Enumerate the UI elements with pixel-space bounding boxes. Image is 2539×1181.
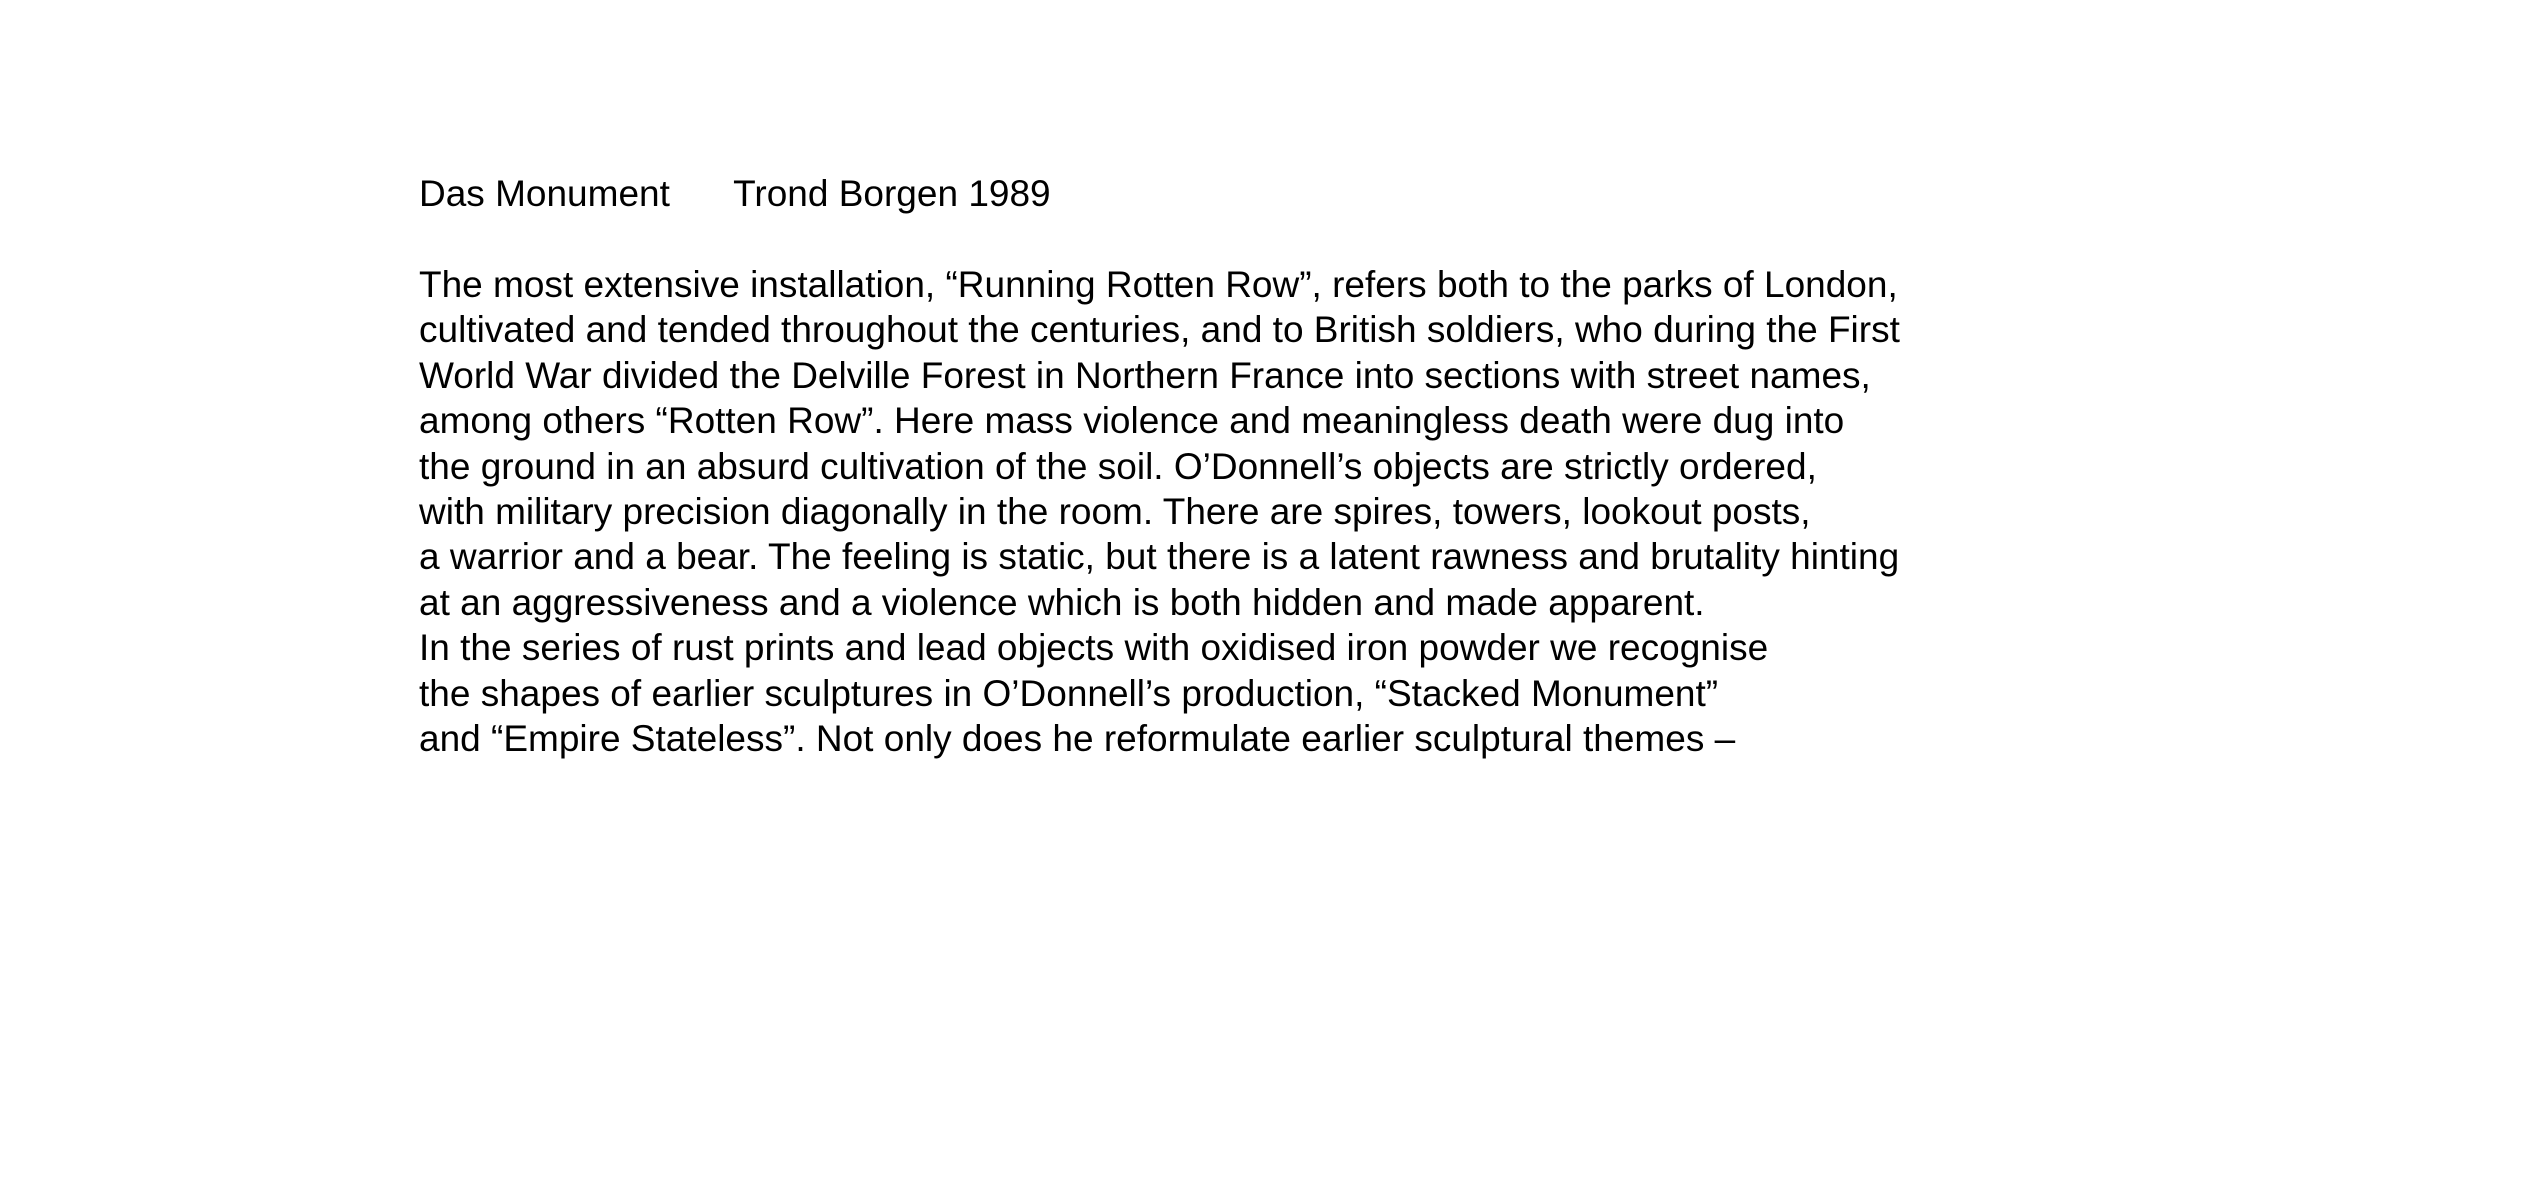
text-line: at an aggressiveness and a violence which is both hidden and made apparent. xyxy=(419,581,1705,623)
document-title: Das Monument xyxy=(419,173,670,214)
body-text xyxy=(419,262,2019,761)
document-header xyxy=(419,169,1051,219)
text-line: with military precision diagonally in the room. There are spires, towers, lookout posts, xyxy=(419,490,1811,532)
text-line: In the series of rust prints and lead objects with oxidised iron powder we recognise xyxy=(419,627,1769,669)
text-line: the shapes of earlier sculptures in O’Donnell’s production, “Stacked Monument” xyxy=(419,672,1719,714)
text-line: The most extensive installation, “Running Rotten Row”, refers both to the parks of London, xyxy=(419,264,1898,305)
text-line: cultivated and tended throughout the centuries, and to British soldiers, who during the First xyxy=(419,309,1900,351)
author-and-year: Trond Borgen 1989 xyxy=(733,173,1051,214)
text-line: a warrior and a bear. The feeling is static, but there is a latent rawness and brutality hinting xyxy=(419,536,1900,578)
text-line: and “Empire Stateless”. Not only does he reformulate earlier sculptural themes – xyxy=(419,717,1736,759)
text-line: World War divided the Delville Forest in Northern France into sections with street names, xyxy=(419,354,1871,396)
text-line: the ground in an absurd cultivation of the soil. O’Donnell’s objects are strictly ordered, xyxy=(419,445,1817,487)
text-line: among others “Rotten Row”. Here mass violence and meaningless death were dug into xyxy=(419,400,1845,442)
